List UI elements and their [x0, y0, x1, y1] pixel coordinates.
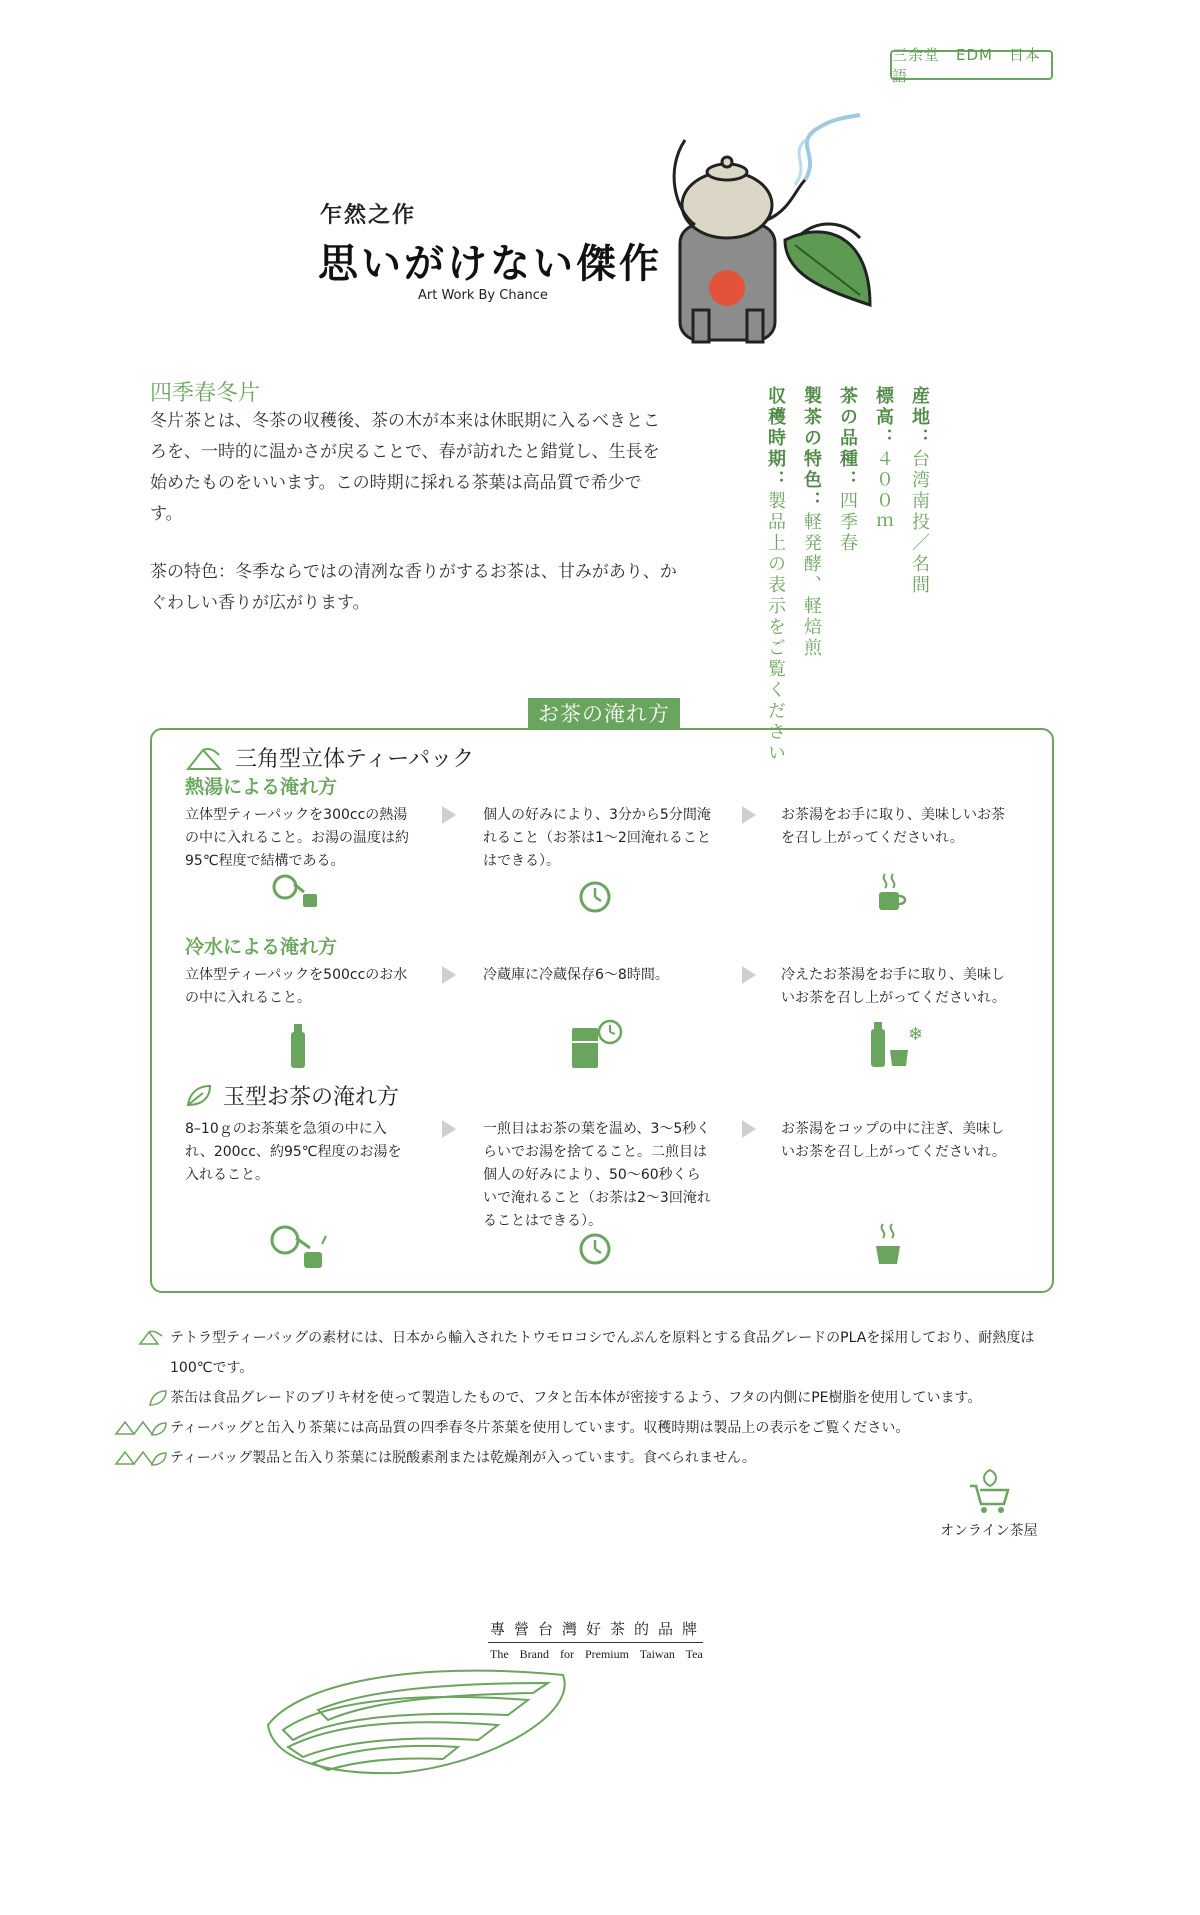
hot-method-label: 熱湯による淹れ方	[185, 776, 338, 798]
cold-step-2: 冷蔵庫に冷蔵保存6～8時間。	[483, 967, 669, 983]
spec-altitude: 標高：４００ｍ	[873, 386, 894, 533]
shopping-cart-icon[interactable]	[968, 1468, 1012, 1516]
kettle-pour-icon	[268, 1222, 333, 1272]
arrow-icon	[442, 966, 456, 984]
brand-tagline-english: The Brand for Premium Taiwan Tea	[490, 1647, 703, 1661]
cold-method-label: 冷水による淹れ方	[185, 936, 338, 958]
brewing-title: お茶の淹れ方	[528, 698, 680, 728]
subtitle-english: Art Work By Chance	[418, 288, 548, 303]
teapot-pour-icon	[270, 872, 325, 912]
teapot-stove-illustration	[655, 110, 895, 345]
loose-step-2: 一煎目はお茶の葉を温め、3～5秒くらいでお湯を捨てること。二煎目は個人の好みにより、50～60秒くらいで淹れること（お茶は2～3回淹れることはできる）。	[483, 1121, 711, 1229]
spec-origin: 産地：台湾南投／名間	[909, 386, 930, 596]
spec-harvest: 収穫時期：製品上の表示をご覧ください	[765, 386, 786, 764]
arrow-icon	[442, 806, 456, 824]
note-2: 茶缶は食品グレードのブリキ材を使って製造したもので、フタと缶本体が密接するよう、フタの内側にPE樹脂を使用しています。	[170, 1390, 982, 1406]
tea-leaf-logo	[258, 1655, 578, 1780]
svg-text:❄: ❄	[908, 1024, 923, 1045]
product-feature: 茶の特色：冬季ならではの清冽な香りがするお茶は、甘みがあり、かぐわしい香りが広がります。	[150, 562, 677, 613]
bottle-icon	[288, 1022, 308, 1070]
arrow-icon	[742, 1120, 756, 1138]
page-title: 思いがけない傑作	[318, 241, 662, 287]
loose-leaf-heading: 玉型お茶の淹れ方	[185, 1080, 399, 1111]
teabag-leaf-small-icon	[114, 1448, 169, 1468]
cold-step-1: 立体型ティーパックを500ccのお水の中に入れること。	[185, 967, 408, 1006]
cold-drink-icon	[868, 1020, 923, 1070]
online-shop-link[interactable]: オンライン茶屋	[940, 1523, 1038, 1539]
timer-icon	[578, 880, 612, 914]
hot-step-2: 個人の好みにより、3分から5分間淹れること（お茶は1～2回淹れることはできる）。	[483, 807, 711, 869]
loose-step-1: 8–10ｇのお茶葉を急須の中に入れ、200cc、約95℃程度のお湯を入れること。	[185, 1121, 402, 1183]
teabag-icon	[185, 745, 225, 771]
logo-small-text: 乍然之作	[320, 203, 417, 228]
spec-process: 製茶の特色：軽発酵、軽焙煎	[801, 386, 822, 659]
note-3: ティーバッグと缶入り茶葉には高品質の四季春冬片茶葉を使用しています。収穫時期は製品上の表示をご覧ください。	[170, 1420, 910, 1436]
cold-step-3: 冷えたお茶湯をお手に取り、美味しいお茶を召し上がってくださいれ。	[781, 967, 1006, 1006]
teabag-small-icon	[138, 1328, 168, 1348]
hot-step-1: 立体型ティーパックを300ccの熱湯の中に入れること。お湯の温度は約95℃程度で結構である。	[185, 807, 409, 869]
timer-icon	[578, 1232, 612, 1266]
loose-step-3: お茶湯をコップの中に注ぎ、美味しいお茶を召し上がってくださいれ。	[781, 1121, 1006, 1160]
language-badge[interactable]: 三余堂 EDM 日本語	[890, 50, 1053, 80]
teabag-heading: 三角型立体ティーパック	[185, 742, 474, 773]
teabag-leaf-small-icon	[114, 1418, 169, 1438]
product-intro: 冬片茶とは、冬茶の収穫後、茶の木が本来は休眠期に入るべきところを、一時的に温かさが戻ることで、春が訪れたと錯覚し、生長を始めたものをいいます。この時期に採れる茶葉は高品質で希少です。	[150, 411, 660, 524]
leaf-icon	[185, 1083, 213, 1109]
hot-step-3: お茶湯をお手に取り、美味しいお茶を召し上がってくださいれ。	[781, 807, 1005, 846]
arrow-icon	[742, 806, 756, 824]
arrow-icon	[742, 966, 756, 984]
note-1: テトラ型ティーバッグの素材には、日本から輸入されたトウモロコシでんぷんを原料とする食品グレードのPLAを採用しており、耐熱度は100℃です。	[170, 1330, 1035, 1376]
hot-cup-icon	[875, 870, 909, 914]
spec-variety: 茶の品種：四季春	[837, 386, 858, 554]
note-4: ティーバッグ製品と缶入り茶葉には脱酸素剤または乾燥剤が入っています。食べられません。	[170, 1450, 756, 1466]
fridge-timer-icon	[570, 1018, 625, 1070]
arrow-icon	[442, 1120, 456, 1138]
product-name: 四季春冬片	[150, 381, 261, 406]
tea-bowl-icon	[872, 1220, 906, 1268]
brand-divider	[488, 1642, 703, 1643]
leaf-small-icon	[148, 1388, 168, 1408]
brand-tagline-chinese: 專營台灣好茶的品牌	[490, 1620, 707, 1638]
